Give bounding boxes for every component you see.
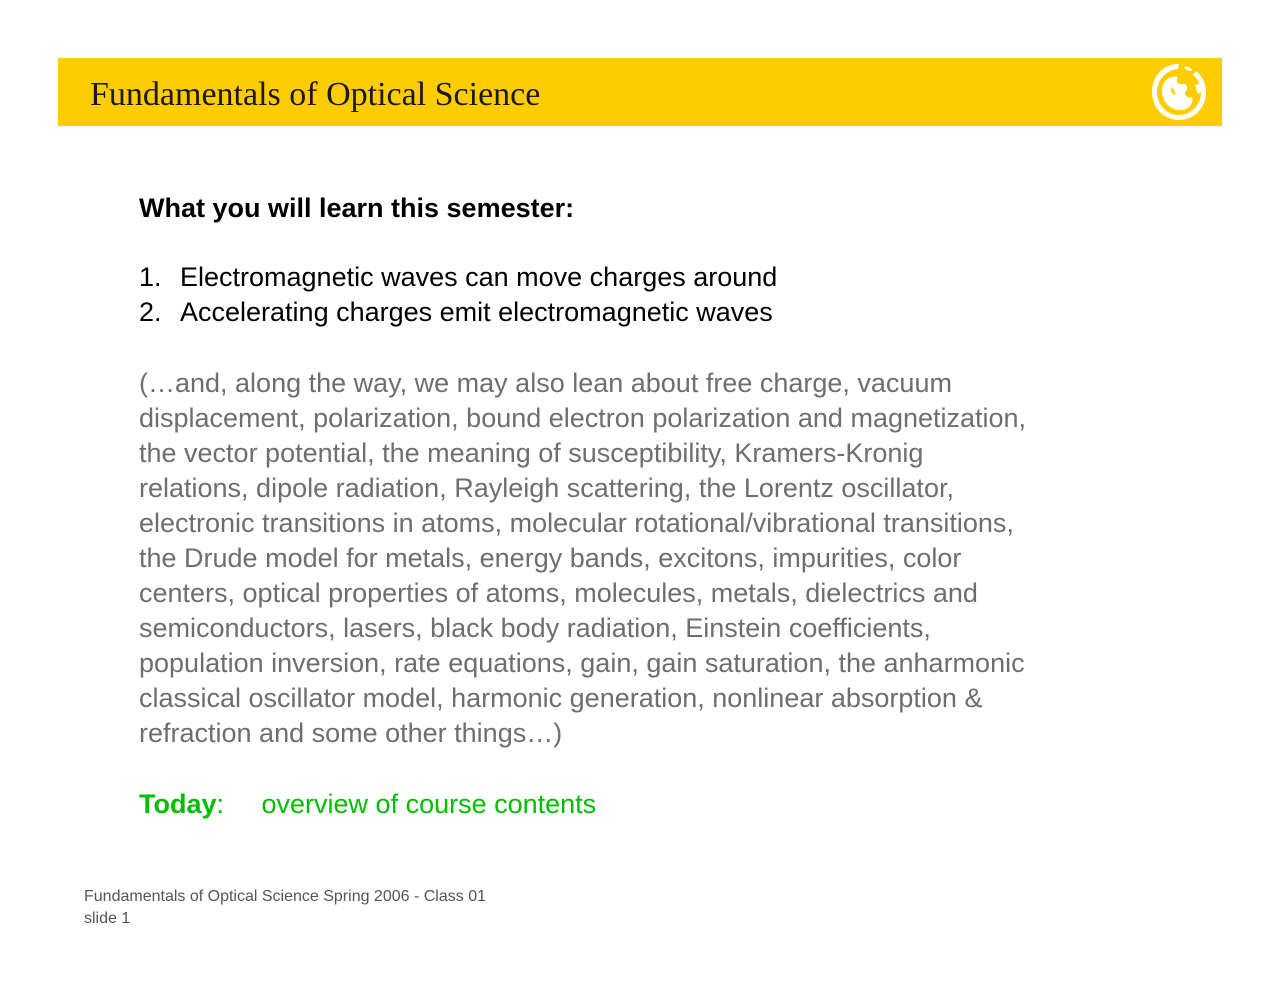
- list-item: [139, 295, 1139, 330]
- slide-footer: [84, 886, 486, 930]
- paragraph-line: displacement, polarization, bound electron polarization and magnetization,: [139, 403, 1027, 433]
- paragraph-line: (…and, along the way, we may also lean about free charge, vacuum: [139, 368, 952, 398]
- paragraph-line: refraction and some other things…): [139, 718, 563, 748]
- slide-content: [139, 190, 1139, 822]
- today-label: Today: [139, 789, 217, 819]
- today-row: [139, 787, 1139, 822]
- list-item-number: 2.: [139, 297, 162, 327]
- header-bar: [58, 58, 1222, 126]
- paragraph-line: relations, dipole radiation, Rayleigh scattering, the Lorentz oscillator,: [139, 473, 954, 503]
- list-item-text: Accelerating charges emit electromagnetic waves: [180, 297, 773, 327]
- paragraph-line: classical oscillator model, harmonic generation, nonlinear absorption &: [139, 683, 983, 713]
- footer-slide-number: slide 1: [84, 910, 131, 927]
- list-item-number: 1.: [139, 262, 162, 292]
- today-text: overview of course contents: [261, 789, 597, 819]
- paragraph-line: the Drude model for metals, energy bands, excitons, impurities, color: [139, 543, 962, 573]
- section-heading: What you will learn this semester:: [139, 193, 575, 223]
- slide-header-title: Fundamentals of Optical Science: [90, 76, 541, 113]
- paragraph-line: the vector potential, the meaning of susceptibility, Kramers-Kronig: [139, 438, 924, 468]
- footer-course-line: Fundamentals of Optical Science Spring 2006 - Class 01: [84, 888, 486, 905]
- topics-paragraph: [139, 366, 1139, 751]
- university-logo-icon: [1148, 61, 1210, 123]
- paragraph-line: population inversion, rate equations, gain, gain saturation, the anharmonic: [139, 648, 1025, 678]
- paragraph-line: semiconductors, lasers, black body radiation, Einstein coefficients,: [139, 613, 931, 643]
- list-item-text: Electromagnetic waves can move charges around: [180, 262, 778, 292]
- learning-goals-list: [139, 260, 1139, 330]
- today-colon: :: [216, 789, 225, 819]
- list-item: [139, 260, 1139, 295]
- paragraph-line: electronic transitions in atoms, molecular rotational/vibrational transitions,: [139, 508, 1014, 538]
- paragraph-line: centers, optical properties of atoms, molecules, metals, dielectrics and: [139, 578, 978, 608]
